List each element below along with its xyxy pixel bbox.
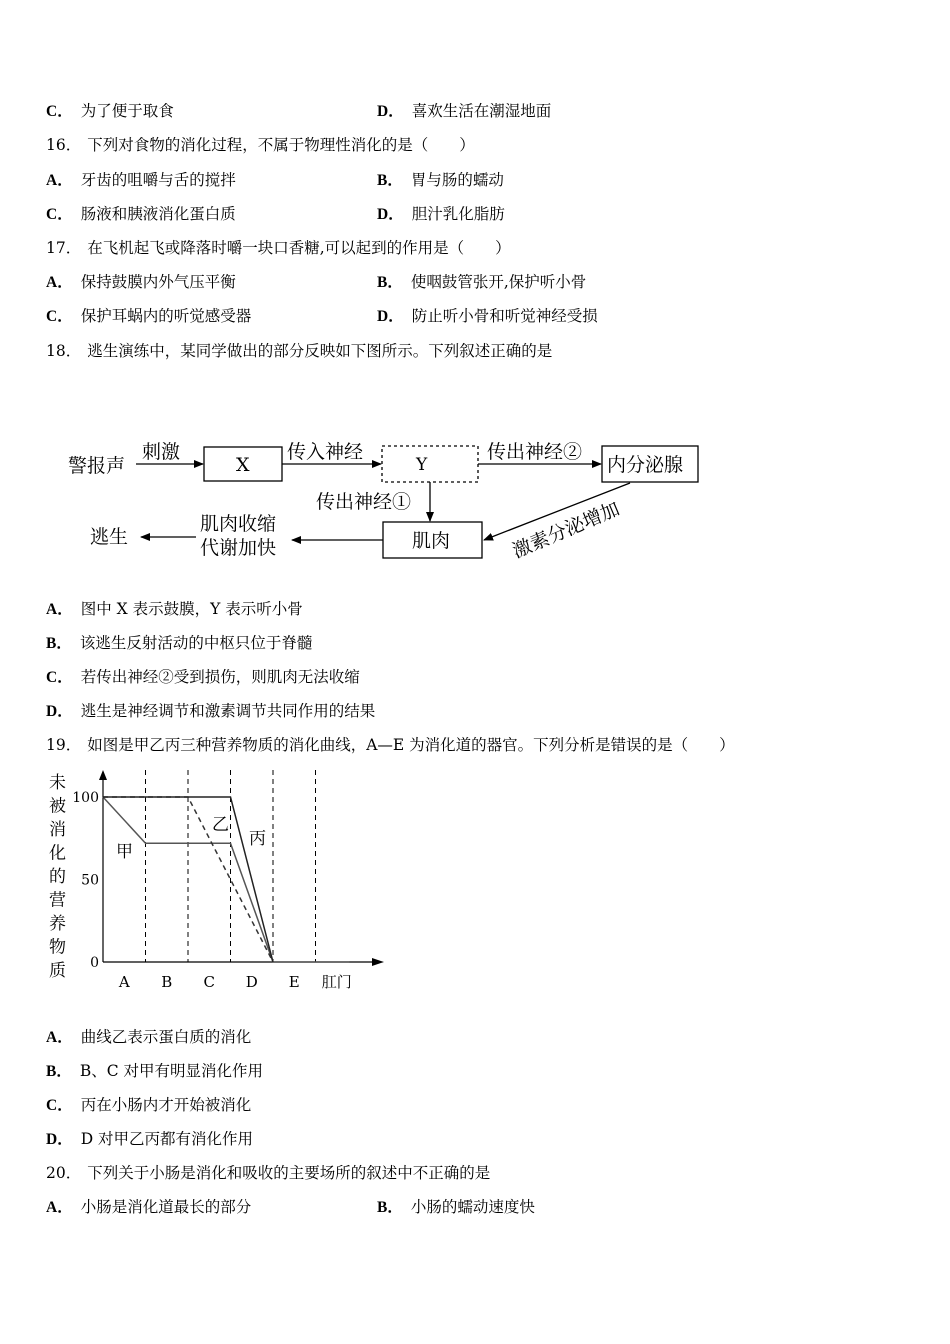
- contract-label-2: 代谢加快: [200, 537, 277, 559]
- x-tick-label: A: [118, 973, 130, 991]
- series-label-bing: 丙: [249, 829, 266, 849]
- q19-stem: 19． 如图是甲乙丙三种营养物质的消化曲线，A—E 为消化道的器官。下列分析是错误的是（ ）: [46, 736, 735, 754]
- q18-option-d: D． 逃生是神经调节和激素调节共同作用的结果: [46, 702, 376, 720]
- x-tick-label: D: [245, 973, 258, 991]
- q16-option-d: D． 胆汁乳化脂肪: [377, 205, 505, 223]
- y-tick-label: 100: [72, 790, 99, 806]
- q19-option-d: D． D 对甲乙丙都有消化作用: [46, 1130, 254, 1148]
- y-axis-arrow: [99, 770, 107, 780]
- q17-option-d: D． 防止听小骨和听觉神经受损: [377, 307, 598, 325]
- y-tick-label: 0: [90, 955, 99, 971]
- q18-option-c: C． 若传出神经②受到损伤，则肌肉无法收缩: [46, 668, 360, 686]
- efferent1-label: 传出神经①: [316, 491, 412, 513]
- x-axis-arrow: [372, 958, 384, 966]
- q20-option-b: B． 小肠的蠕动速度快: [377, 1198, 535, 1216]
- q20-stem: 20． 下列关于小肠是消化和吸收的主要场所的叙述中不正确的是: [46, 1164, 491, 1182]
- hormone-label: 激素分泌增加: [509, 497, 623, 563]
- q16-option-b: B． 胃与肠的蠕动: [377, 171, 504, 189]
- q17-option-a: A． 保持鼓膜内外气压平衡: [46, 273, 236, 291]
- q17-option-c: C． 保护耳蜗内的听觉感受器: [46, 307, 252, 325]
- y-axis-label-char: 营: [49, 890, 66, 911]
- stimulus-label: 刺激: [142, 441, 181, 463]
- q15-option-c: C． 为了便于取食: [46, 102, 174, 120]
- box-y: [382, 446, 478, 482]
- alarm-label: 警报声: [68, 455, 126, 477]
- q19-option-a: A． 曲线乙表示蛋白质的消化: [46, 1028, 252, 1046]
- x-tick-label: 肛门: [321, 973, 352, 991]
- afferent-label: 传入神经: [287, 441, 364, 463]
- q16-option-a: A． 牙齿的咀嚼与舌的搅拌: [46, 171, 236, 189]
- y-axis-label-char: 质: [49, 961, 66, 981]
- q16-stem: 16． 下列对食物的消化过程，不属于物理性消化的是（ ）: [46, 136, 475, 154]
- digestion-chart: [0, 760, 420, 1005]
- q15-option-d: D． 喜欢生活在潮湿地面: [377, 102, 552, 120]
- escape-label: 逃生: [90, 526, 129, 548]
- x-tick-label: E: [288, 973, 300, 991]
- y-axis-label-char: 的: [49, 867, 66, 887]
- box-y-label: Y: [416, 455, 428, 475]
- q18-option-a: A． 图中 X 表示鼓膜，Y 表示听小骨: [46, 600, 303, 618]
- y-axis-label-char: 养: [49, 914, 66, 934]
- q18-stem: 18． 逃生演练中，某同学做出的部分反映如下图所示。下列叙述正确的是: [46, 342, 553, 360]
- box-x-label: X: [236, 454, 250, 476]
- muscle-label: 肌肉: [412, 530, 451, 552]
- series-label-yi: 乙: [212, 815, 229, 835]
- q16-option-c: C． 肠液和胰液消化蛋白质: [46, 205, 236, 223]
- gland-label: 内分泌腺: [607, 454, 684, 476]
- efferent2-label: 传出神经②: [487, 441, 583, 463]
- x-tick-label: C: [203, 973, 215, 991]
- y-tick-label: 50: [81, 872, 99, 889]
- q18-option-b: B． 该逃生反射活动的中枢只位于脊髓: [46, 634, 313, 652]
- y-axis-label-char: 消: [49, 820, 66, 840]
- q19-option-b: B． B、C 对甲有明显消化作用: [46, 1062, 264, 1080]
- y-axis-label-char: 被: [49, 796, 66, 817]
- q17-option-b: B． 使咽鼓管张开,保护听小骨: [377, 273, 587, 291]
- y-axis-label-char: 物: [49, 937, 66, 958]
- q20-option-a: A． 小肠是消化道最长的部分: [46, 1198, 252, 1216]
- reflex-flow-diagram: [0, 0, 950, 600]
- x-tick-label: B: [161, 973, 173, 991]
- series-label-jia: 甲: [116, 842, 133, 862]
- q17-stem: 17． 在飞机起飞或降落时嚼一块口香糖,可以起到的作用是（ ）: [46, 239, 511, 257]
- q19-option-c: C． 丙在小肠内才开始被消化: [46, 1096, 252, 1114]
- y-axis-label-char: 化: [49, 843, 66, 864]
- y-axis-label-char: 未: [49, 773, 66, 793]
- contract-label-1: 肌肉收缩: [200, 513, 277, 535]
